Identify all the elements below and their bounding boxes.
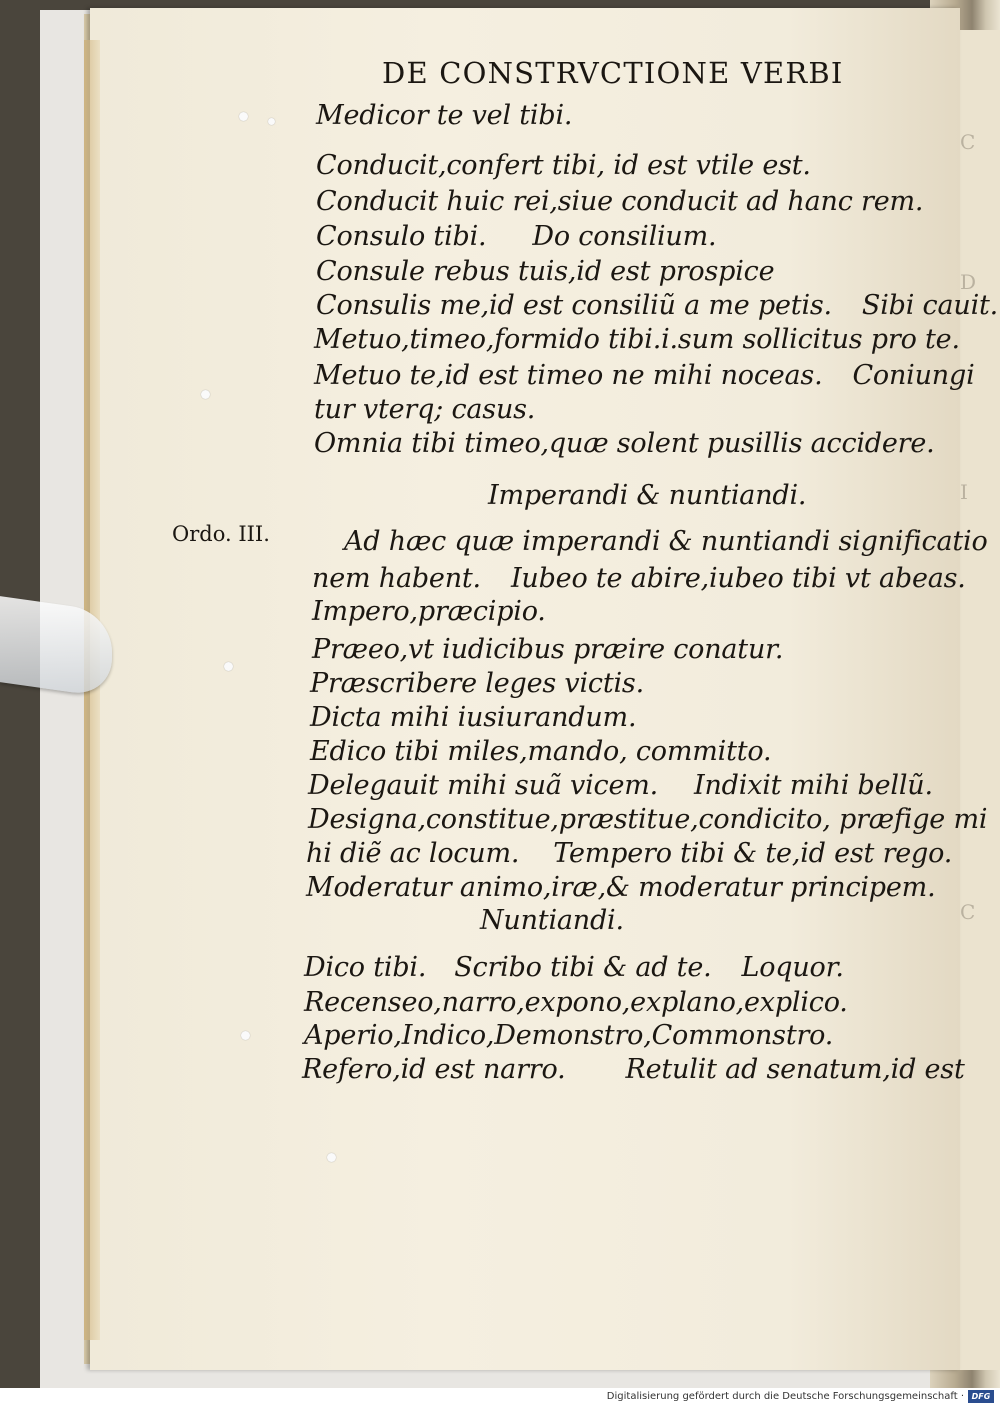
section-heading: Imperandi & nuntiandi. (488, 480, 807, 511)
text-line: Dico tibi. Scribo tibi & ad te. Loquor. (304, 952, 844, 983)
text-line: hi diẽ ac locum. Tempero tibi & te,id est rego. (306, 838, 953, 869)
facing-page-text: C (960, 900, 976, 924)
section-heading: Nuntiandi. (480, 905, 624, 936)
margin-note: Ordo. III. (172, 522, 270, 546)
text-line: Dicta mihi iusiurandum. (310, 702, 637, 733)
text-line: Recenseo,narro,expono,explano,explico. (304, 987, 848, 1018)
text-line: Aperio,Indico,Demonstro,Commonstro. (304, 1020, 834, 1051)
text-line: Conducit,confert tibi, id est vtile est. (316, 150, 811, 181)
facing-page-text: I (960, 480, 968, 504)
text-line: Ad hæc quæ imperandi & nuntiandi significatio (344, 526, 988, 557)
text-line: Consule rebus tuis,id est prospice (316, 256, 775, 287)
running-title: DE CONSTRVCTIONE VERBI (382, 56, 844, 90)
text-line: Impero,præcipio. (312, 596, 546, 627)
text-line: Metuo te,id est timeo ne mihi noceas. Coniungi (314, 360, 975, 391)
text-line: Conducit huic rei,siue conducit ad hanc rem. (316, 186, 924, 217)
footer-bar (0, 1388, 1000, 1406)
footer-credit: Digitalisierung gefördert durch die Deutsche Forschungsgemeinschaft · (606, 1391, 964, 1402)
text-line: Præeo,vt iudicibus præire conatur. (312, 634, 784, 665)
dfg-logo[interactable]: DFG (968, 1390, 994, 1403)
facing-page-text: D (960, 270, 977, 294)
text-line: Metuo,timeo,formido tibi.i.sum sollicitus pro te. (314, 324, 960, 355)
text-line: Edico tibi miles,mando, committo. (310, 736, 772, 767)
text-line: Consulo tibi. Do consilium. (316, 221, 717, 252)
text-line: tur vterq; casus. (314, 394, 536, 425)
text-line: nem habent. Iubeo te abire,iubeo tibi vt abeas. (312, 563, 966, 594)
text-line: Consulis me,id est consiliũ a me petis. Sibi cauit. (316, 290, 999, 321)
text-line: Refero,id est narro. Retulit ad senatum,id est (302, 1054, 965, 1085)
text-line: Omnia tibi timeo,quæ solent pusillis accidere. (314, 428, 935, 459)
text-line: Moderatur animo,iræ,& moderatur principem. (306, 872, 936, 903)
text-line: Præscribere leges victis. (310, 668, 644, 699)
text-line: Designa,constitue,præstitue,condicito, præfige mi (308, 804, 988, 835)
facing-page-text: C (960, 130, 976, 154)
text-line: Delegauit mihi suã vicem. Indixit mihi bellũ. (308, 770, 933, 801)
text-line: Medicor te vel tibi. (316, 100, 573, 131)
